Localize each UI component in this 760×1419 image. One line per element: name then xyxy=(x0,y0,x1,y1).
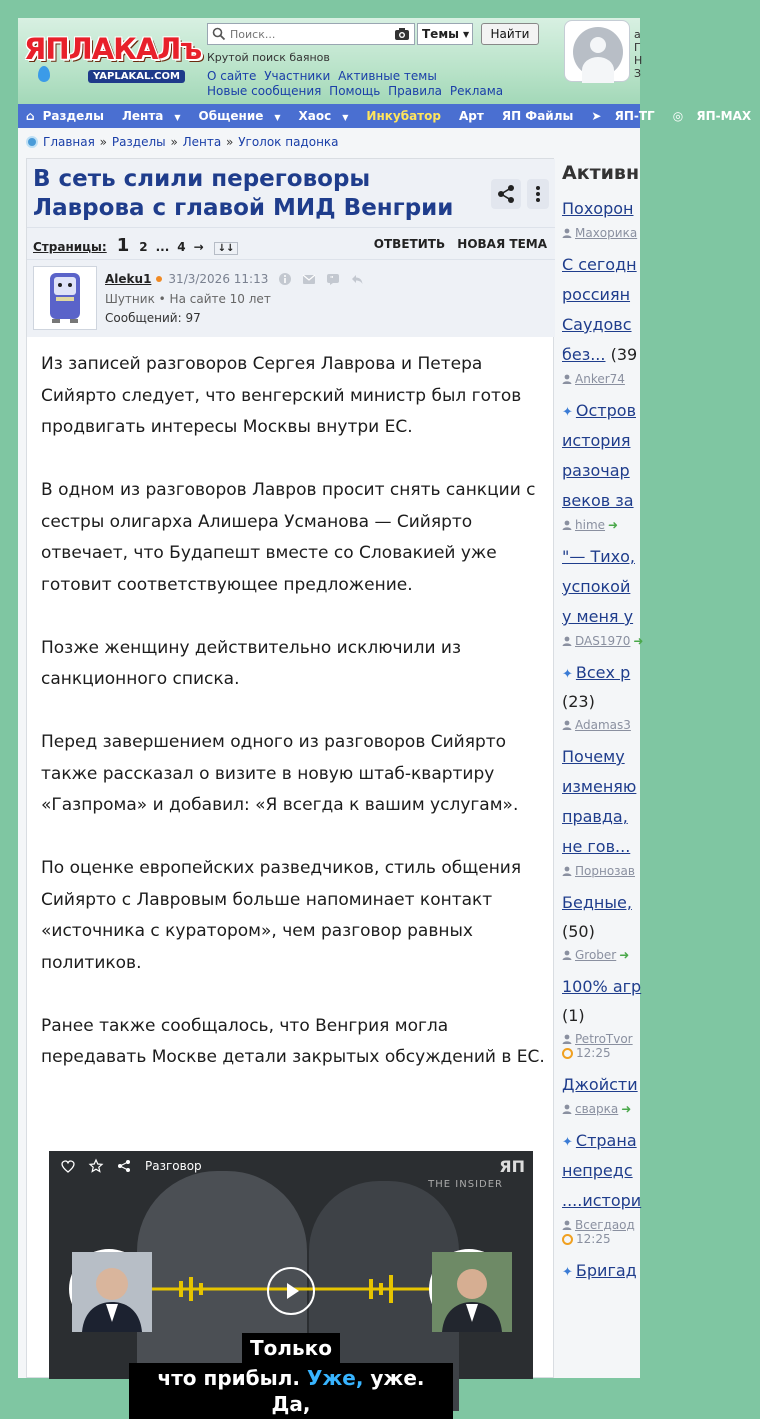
reply-arrow-icon[interactable] xyxy=(350,272,364,286)
site-logo[interactable] xyxy=(24,32,204,90)
link-about[interactable]: О сайте xyxy=(207,69,257,83)
logo-text: ЯПЛАКАЛъ xyxy=(24,32,202,66)
pin-icon: ✦ xyxy=(562,1135,573,1150)
author-rank: Шутник • На сайте 10 лет xyxy=(105,292,271,306)
topic-time: 12:25 xyxy=(576,1232,611,1246)
sidebar-topic[interactable]: ✦ Страна непредс ....истори Всегдаод 12:25 xyxy=(562,1131,642,1246)
header-links xyxy=(207,69,507,99)
link-new-messages[interactable]: Новые сообщения xyxy=(207,84,322,98)
topic-author: Махорика xyxy=(575,226,638,240)
arrow-right-icon: ➜ xyxy=(608,518,619,532)
link-help[interactable]: Помощь xyxy=(329,84,381,98)
crumb-forum[interactable]: Уголок падонка xyxy=(238,135,339,149)
user-icon xyxy=(562,520,572,530)
active-topics-sidebar xyxy=(562,158,644,1378)
topic-count: (1) xyxy=(562,1006,585,1025)
pagination-bar xyxy=(27,227,555,259)
crumb-sections[interactable]: Разделы xyxy=(111,135,166,149)
post-paragraph: Из записей разговоров Сергея Лаврова и Петера Сийярто следует, что венгерский министр был готов продвигать интересы Москвы внутри ЕС. xyxy=(41,354,522,437)
header-user-stub: а Г Н З xyxy=(634,28,643,80)
share-icon[interactable] xyxy=(117,1159,131,1173)
user-icon xyxy=(562,374,572,384)
nav-item-social[interactable]: Общение ▼ xyxy=(198,109,281,123)
topic-time: 12:25 xyxy=(576,1046,611,1060)
share-icon xyxy=(491,179,521,209)
topic-author: Всегдаод xyxy=(575,1218,635,1232)
user-icon xyxy=(562,866,572,876)
page-current: 1 xyxy=(116,235,130,256)
author-bar xyxy=(27,259,555,337)
page xyxy=(18,18,752,1416)
author-message-count: Сообщений: 97 xyxy=(105,311,201,325)
link-rules[interactable]: Правила xyxy=(388,84,443,98)
clock-icon xyxy=(562,1048,573,1059)
sidebar-topic[interactable] xyxy=(562,888,640,962)
author-avatar-image xyxy=(34,267,96,329)
new-topic-button[interactable]: НОВАЯ ТЕМА xyxy=(457,237,547,251)
search-icon xyxy=(212,27,226,41)
quote-icon[interactable] xyxy=(326,272,340,286)
post-paragraph: Позже женщину действительно исключили из санкционного списка. xyxy=(41,637,462,689)
video-toolbar xyxy=(61,1159,202,1173)
post-date: 31/3/2026 11:13 xyxy=(168,272,269,286)
topic-title: С сегодн xyxy=(562,255,637,274)
video-title: Разговор xyxy=(145,1159,202,1173)
topic-title: Похорон xyxy=(562,199,634,218)
speaker-right-avatar xyxy=(429,1249,509,1329)
last-page-icon[interactable]: ↓↓ xyxy=(214,242,239,255)
page-link[interactable]: 2 xyxy=(139,240,148,254)
site-header xyxy=(18,18,643,104)
arrow-right-icon: ➜ xyxy=(633,634,644,648)
crumb-feed[interactable]: Лента xyxy=(182,135,222,149)
user-icon xyxy=(562,636,572,646)
topic-title: Остров xyxy=(575,401,636,420)
topic-count: (50) xyxy=(562,922,595,941)
clock-icon xyxy=(562,1234,573,1245)
topic-author: Grober xyxy=(575,948,617,962)
share-button[interactable] xyxy=(491,179,521,209)
sidebar-topic[interactable] xyxy=(562,658,640,732)
pagination xyxy=(33,235,238,256)
post-paragraph: Ранее также сообщалось, что Венгрия могла передавать Москве детали закрытых обсуждений в ЕС. xyxy=(41,1015,545,1067)
video-brand-logo: ЯП xyxy=(499,1157,525,1176)
topic-author: DAS1970 xyxy=(575,634,631,648)
topic-title: Всех р xyxy=(575,663,631,682)
info-icon[interactable] xyxy=(278,272,292,286)
pin-icon: ✦ xyxy=(562,667,573,682)
sidebar-topic[interactable]: Почему изменяю правда, не гов... Порнозав xyxy=(562,742,640,878)
topic-author: PetroTvor xyxy=(575,1032,633,1046)
next-page-link[interactable]: → xyxy=(193,240,204,254)
breadcrumb-icon xyxy=(26,136,38,148)
link-ads[interactable]: Реклама xyxy=(449,84,504,98)
nav-item-chaos[interactable]: Хаос ▼ xyxy=(298,109,349,123)
chevron-down-icon: ▼ xyxy=(274,113,281,122)
crumb-home[interactable]: Главная xyxy=(43,135,95,149)
mail-icon[interactable] xyxy=(302,272,316,286)
post-paragraph: По оценке европейских разведчиков, стиль общения Сийярто с Лавровым больше напоминает контакт «источника с куратором», чем разговор равных политиков. xyxy=(41,858,522,973)
author-avatar[interactable] xyxy=(33,266,97,330)
star-icon[interactable] xyxy=(89,1159,103,1173)
main-nav xyxy=(18,104,752,128)
play-icon xyxy=(269,1269,313,1313)
topic-title: 100% агр xyxy=(562,977,642,996)
topic-title: Бригад xyxy=(575,1261,637,1280)
nav-item-incubator[interactable]: Инкубатор xyxy=(366,109,441,123)
slogan: Крутой поиск баянов xyxy=(207,51,330,64)
arrow-right-icon: ➜ xyxy=(621,1102,632,1116)
author-name[interactable]: Aleku1 xyxy=(105,272,152,286)
chevron-down-icon: ▼ xyxy=(462,29,470,39)
link-active-topics[interactable]: Активные темы xyxy=(338,69,437,83)
themes-label: Темы xyxy=(422,27,459,41)
subtitle-line: что прибыл. Уже, уже. Да, xyxy=(129,1363,453,1419)
play-button[interactable] xyxy=(267,1267,315,1315)
camera-icon[interactable] xyxy=(394,27,410,41)
user-icon xyxy=(562,1104,572,1114)
link-members[interactable]: Участники xyxy=(264,69,331,83)
pin-icon: ✦ xyxy=(562,405,573,420)
find-button[interactable]: Найти xyxy=(481,23,539,45)
video-subtitles xyxy=(129,1333,453,1419)
user-avatar[interactable] xyxy=(564,20,630,82)
post-title-bar xyxy=(27,159,555,227)
home-icon[interactable]: ⌂ xyxy=(26,109,35,123)
post-body xyxy=(41,349,547,1105)
user-icon xyxy=(562,1220,572,1230)
video-watermark: THE INSIDER xyxy=(428,1179,503,1190)
drop-icon xyxy=(38,66,50,82)
topic-title: "— Тихо, xyxy=(562,547,635,566)
online-indicator xyxy=(156,276,162,282)
topic-count: (39 xyxy=(610,345,638,364)
sidebar-topic[interactable] xyxy=(562,1256,640,1286)
telegram-icon: ➤ xyxy=(591,109,602,123)
avatar-icon xyxy=(573,27,623,77)
arrow-right-icon: ➜ xyxy=(619,948,630,962)
nav-item-files[interactable]: ЯП Файлы xyxy=(501,109,574,123)
chevron-down-icon: ▼ xyxy=(342,113,349,122)
subtitle-line: Только xyxy=(242,1333,340,1363)
sidebar-topic[interactable]: "— Тихо, успокой у меня у DAS1970 ➜ xyxy=(562,542,640,648)
topic-title: Джойсти xyxy=(562,1075,638,1094)
topic-count: (23) xyxy=(562,692,595,711)
topic-author: Adamas3 xyxy=(575,718,631,732)
nav-item-sections[interactable]: Разделы xyxy=(42,109,104,123)
post-paragraph: Перед завершением одного из разговоров Сийярто также рассказал о визите в новую штаб-квартиру «Газпрома» и добавил: «Я всегда к вашим услугам». xyxy=(41,732,519,815)
svg-text:": " xyxy=(330,275,335,283)
user-icon xyxy=(562,950,572,960)
pin-icon: ✦ xyxy=(562,1265,573,1280)
author-line xyxy=(105,272,364,286)
topic-author: сварка xyxy=(575,1102,619,1116)
search-input[interactable] xyxy=(226,28,386,41)
nav-item-feed[interactable]: Лента ▼ xyxy=(121,109,181,123)
topic-title: Страна xyxy=(575,1131,637,1150)
pages-label[interactable]: Страницы: xyxy=(33,240,107,254)
user-icon xyxy=(562,228,572,238)
max-icon: ◎ xyxy=(672,109,684,123)
page-link[interactable]: 4 xyxy=(177,240,186,254)
post-actions xyxy=(366,237,547,251)
nav-item-max[interactable]: ◎ ЯП-MAX xyxy=(672,109,752,123)
post xyxy=(26,158,554,1416)
page-title: В сеть слили переговоры Лаврова с главой МИД Венгрии xyxy=(33,166,454,221)
topic-title: Бедные, xyxy=(562,893,632,912)
topic-author: hime xyxy=(575,518,606,532)
nav-item-art[interactable]: Арт xyxy=(458,109,484,123)
sidebar-topic[interactable] xyxy=(562,972,640,1060)
user-icon xyxy=(562,1034,572,1044)
sidebar-topic[interactable]: С сегодн россиян Саудовс без... (39 Anker74 xyxy=(562,250,640,386)
sidebar-heading: Активн xyxy=(562,162,640,184)
topic-title: Почему xyxy=(562,747,625,766)
video-player[interactable] xyxy=(49,1151,533,1416)
search-box xyxy=(207,23,415,45)
sidebar-topic[interactable] xyxy=(562,194,640,240)
sidebar-topic[interactable] xyxy=(562,1070,640,1116)
page-ellipsis: ... xyxy=(155,240,170,254)
reply-button[interactable]: ОТВЕТИТЬ xyxy=(373,237,446,251)
breadcrumb: Главная » Разделы » Лента » Уголок падонка xyxy=(26,135,340,149)
themes-select[interactable] xyxy=(417,23,473,45)
sidebar-topic[interactable]: ✦ Остров история разочар веков за hime ➜ xyxy=(562,401,636,532)
logo-subtext: YAPLAKAL.COM xyxy=(88,70,185,83)
topic-author: Anker74 xyxy=(575,372,625,386)
more-vertical-icon xyxy=(527,179,549,209)
topic-author: Порнозав xyxy=(575,864,635,878)
chevron-down-icon: ▼ xyxy=(174,113,181,122)
heart-icon[interactable] xyxy=(61,1160,75,1173)
more-button[interactable] xyxy=(527,179,549,209)
user-icon xyxy=(562,720,572,730)
post-paragraph: В одном из разговоров Лавров просит снять санкции с сестры олигарха Алишера Усманова — Сийярто отвечает, что Будапешт вместе со Словакией уже готовит соответствующее предложение. xyxy=(41,480,536,595)
nav-item-tg[interactable]: ➤ ЯП-ТГ xyxy=(591,109,655,123)
speaker-left-avatar xyxy=(69,1249,149,1329)
